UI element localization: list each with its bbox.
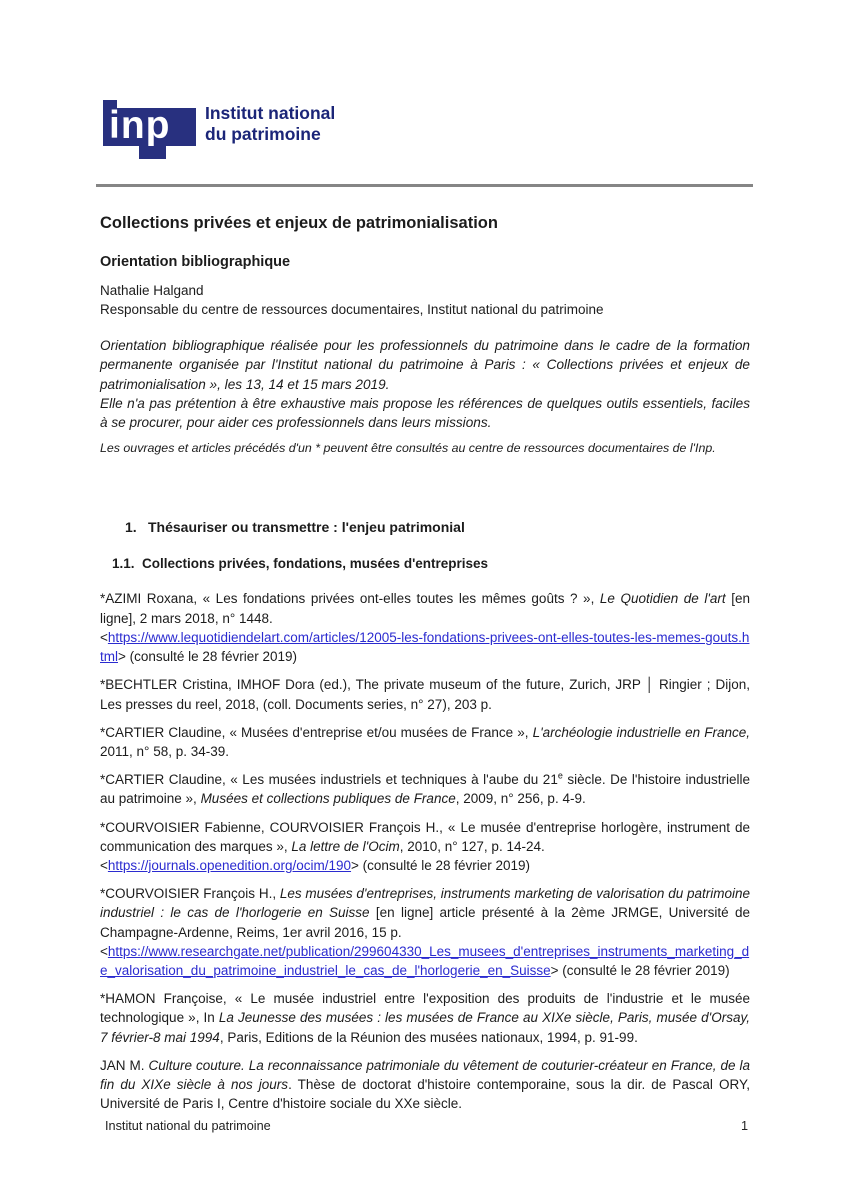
bibliography-entry: [100, 884, 750, 980]
bibliography-text: La Jeunesse des musées : les musées de France au XIXe siècle, Paris, musée d'Orsay, 7 février-8 mai 1994: [100, 1010, 751, 1045]
bibliography-text: <: [100, 943, 108, 959]
bibliography-text: > (consulté le 28 février 2019): [351, 857, 531, 873]
bibliography-text: , Paris, Editions de la Réunion des musées nationaux, 1994, p. 91-99.: [219, 1029, 638, 1045]
section-number: 1.: [125, 519, 137, 536]
bibliography-text: *BECHTLER Cristina, IMHOF Dora (ed.), The private museum of the future, Zurich, JRP │ Ringier ; Dijon, Les presses du reel, 2018, (coll. Documents series, n° 27), 203 p.: [100, 677, 750, 712]
footer-institution: Institut national du patrimoine: [105, 1119, 271, 1133]
bibliography-link[interactable]: https://www.lequotidiendelart.com/articles/12005-les-fondations-privees-ont-elles-toutes-les-memes-gouts.html: [100, 629, 750, 665]
author-role: Responsable du centre de ressources documentaires, Institut national du patrimoine: [100, 301, 604, 317]
section-label: Thésauriser ou transmettre : l'enjeu patrimonial: [148, 519, 465, 536]
subsection-heading: [112, 555, 750, 573]
intro-block: [100, 336, 750, 432]
bibliography-text: e: [557, 770, 563, 781]
bibliography-text: , 2009, n° 256, p. 4-9.: [455, 791, 586, 807]
bibliography-entry: [100, 589, 750, 666]
bibliography-text: *CARTIER Claudine, « Les musées industriels et techniques à l'aube du 21: [100, 772, 558, 788]
bibliography-text: 2011, n° 58, p. 34-39.: [100, 743, 229, 759]
document-subtitle: Orientation bibliographique: [100, 254, 291, 270]
bibliography-text: Les musées d'entreprises, instruments marketing de valorisation du patrimoine industriel : le cas de l'horlogerie en Suisse: [100, 886, 751, 921]
bibliography-text: [en ligne], 2 mars 2018, n° 1448.: [100, 591, 751, 626]
document-title: Collections privées et enjeux de patrimonialisation: [100, 214, 498, 232]
intro-paragraph-1: Orientation bibliographique réalisée pour les professionnels du patrimoine dans le cadre de la formation permanente organisée par l'Institut national du patrimoine à Paris : « Collections privées et enjeux de patrimonialisation », les 13, 14 et 15 mars 2019.: [100, 338, 750, 392]
bibliography-entry: [100, 989, 750, 1047]
subsection-number: 1.1.: [112, 556, 135, 572]
bibliography-text: <: [100, 857, 108, 873]
bibliography-text: L'archéologie industrielle en France,: [532, 724, 750, 740]
bibliography-text: <: [100, 629, 108, 645]
logo-institution-line1: Institut national: [205, 103, 336, 123]
page-footer: [105, 1119, 748, 1133]
bibliography-entry: [100, 675, 750, 713]
header-divider: [96, 184, 753, 187]
bibliography-text: *HAMON Françoise, « Le musée industriel entre l'exposition des produits de l'industrie et le musée technologique », In: [100, 991, 750, 1026]
bibliography-text: , 2010, n° 127, p. 14-24.: [399, 838, 545, 854]
bibliography-entry: [100, 770, 750, 808]
bibliography-entry: [100, 1056, 750, 1114]
bibliography-text: Le Quotidien de l'art: [599, 591, 726, 607]
logo-acronym: inp: [109, 104, 171, 147]
bibliography-entry: [100, 723, 750, 761]
author-block: [100, 282, 750, 319]
intro-paragraph-2: Elle n'a pas prétention à être exhaustive mais propose les références de quelques outils essentiels, faciles à se procurer, pour aider ces professionnels dans leurs missions.: [100, 395, 750, 431]
subsection-label: Collections privées, fondations, musées d'entreprises: [142, 556, 489, 572]
bibliography-text: *COURVOISIER François H.,: [100, 886, 280, 902]
bibliography-entry: [100, 818, 750, 876]
bibliography-link[interactable]: https://journals.openedition.org/ocim/190: [107, 857, 352, 873]
bibliography-text: *CARTIER Claudine, « Musées d'entreprise et/ou musées de France »,: [100, 724, 533, 740]
bibliography-text: > (consulté le 28 février 2019): [550, 962, 730, 978]
bibliography-link[interactable]: https://www.researchgate.net/publication/299604330_Les_musees_d'entreprises_instruments_marketing_de_valorisation_du_patrimoine_industriel_le_cas_de_l'horlogerie_en_Suisse: [100, 943, 750, 978]
bibliography-text: Culture couture. La reconnaissance patrimoniale du vêtement de couturier-créateur en France, de la fin du XIXe siècle à nos jours: [100, 1057, 750, 1092]
bibliography-text: . Thèse de doctorat d'histoire contemporaine, sous la dir. de Pascal ORY, Université de Paris I, Centre d'histoire sociale du XXe siècle.: [100, 1076, 750, 1112]
availability-note: Les ouvrages et articles précédés d'un * peuvent être consultés au centre de ressources documentaires de l'Inp.: [100, 441, 716, 456]
bibliography-text: > (consulté le 28 février 2019): [118, 649, 297, 665]
footer-page-number: 1: [740, 1119, 748, 1133]
logo-institution-name: [205, 103, 335, 145]
bibliography-text: La lettre de l'Ocim: [291, 838, 400, 854]
bibliography-text: JAN M.: [100, 1057, 149, 1073]
bibliography-text: Musées et collections publiques de France: [200, 791, 456, 807]
author-name: Nathalie Halgand: [100, 283, 204, 298]
section-heading: [125, 518, 750, 537]
bibliography-text: *AZIMI Roxana, « Les fondations privées ont-elles toutes les mêmes goûts ? »,: [100, 591, 600, 607]
bibliography-text: *COURVOISIER Fabienne, COURVOISIER François H., « Le musée d'entreprise horlogère, instrument de communication des marques »,: [100, 819, 750, 854]
bibliography-list: [100, 589, 750, 1113]
bibliography-text: siècle. De l'histoire industrielle au patrimoine »,: [100, 772, 750, 807]
bibliography-text: [en ligne] article présenté à la 2ème JRMGE, Université de Champagne-Ardenne, Reims, 1er avril 2016, 15 p.: [100, 905, 750, 940]
logo-institution-line2: du patrimoine: [205, 124, 321, 144]
